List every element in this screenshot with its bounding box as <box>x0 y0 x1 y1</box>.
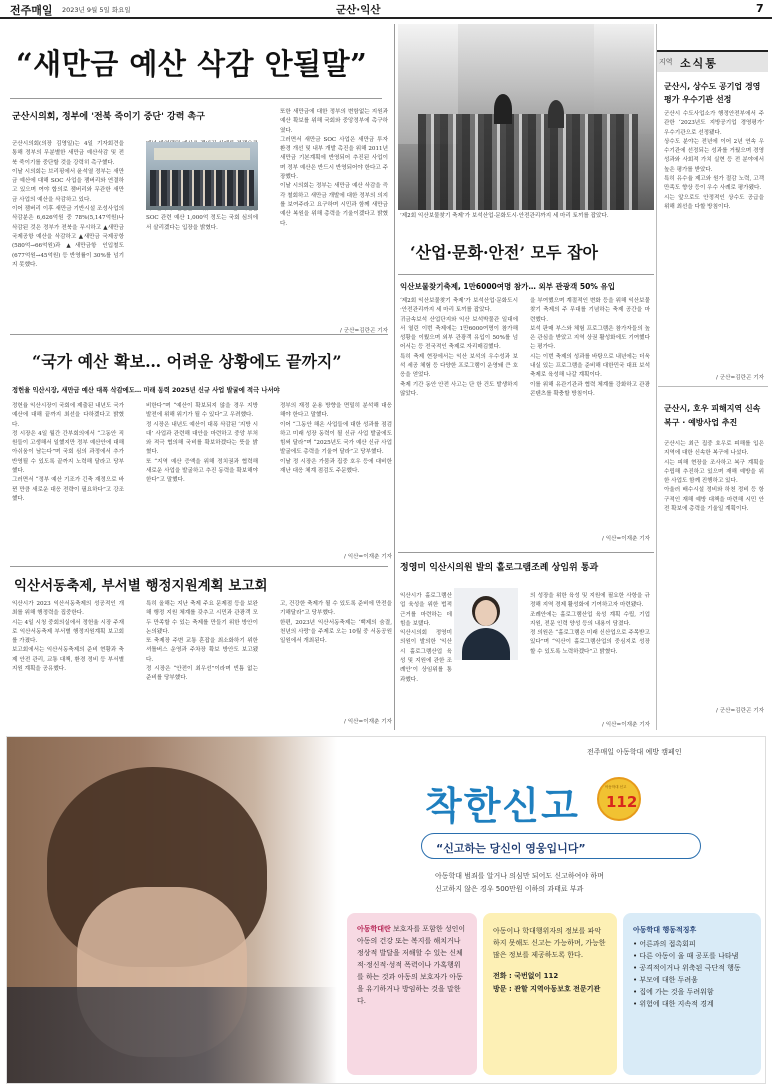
ad-sponsor: 전주매일 아동학대 예방 캠페인 <box>587 748 682 756</box>
council-press-photo <box>146 142 258 210</box>
issue-date: 2023년 9월 5일 화요일 <box>62 6 131 14</box>
ad-box1-lead: 아동학대란 <box>357 925 391 933</box>
festival-headline: ‘산업·문화·안전’ 모두 잡아 <box>410 243 598 262</box>
ad-box2-visit: 방문 : 관할 지역아동보호 전문기관 <box>493 985 601 993</box>
festival-col1: ‘제2회 익산보물찾기 축제’가 보석산업·문화도시·안전관리까지 세 마리 토끼를 잡았다. 귀금속보석 산업단지와 익산 보석박물관 일대에서 열린 이번 축제에는 1만6000여명이 참가해 성황을 이뤘으며 외부 관광객 유입이 50%를 넘어서는 등 전국적인 축제로 자리매김했다. 특히 축제 현장에서는 익산 보석의 우수성과 보석 세공 체험 등 다양한 프로그램이 운영돼 큰 호응을 얻었다. 축제 기간 동안 안전 사고는 단 한 건도 발생하지 않았다. <box>400 298 518 397</box>
top-story-col2: SOC 관련 예산 1,000억 정도는 국회 심의에서 살리겠다는 입장을 밝혔다. <box>146 215 258 231</box>
festival-col2: 을 부여했으며 계절적인 변화 등을 위해 익산보물찾기 축제의 주 무대를 기념하는 축제 공간을 마련했다. 보석 판매 부스와 체험 프로그램은 참가자들의 높은 관심을 받았고 지역 상권 활성화에도 기여했다는 평가다. 시는 이번 축제의 성과를 바탕으로 내년에는 더욱 내실 있는 프로그램을 준비해 대한민국 대표 보석 축제로 육성해 나갈 계획이다. 이를 위해 유관기관과 협력 체계를 강화하고 관광 콘텐츠를 확충할 방침이다. <box>530 298 650 397</box>
ad-info-box-1 <box>347 913 477 1075</box>
ad-112-badge <box>597 777 641 821</box>
page-number: 7 <box>756 2 764 15</box>
sidebar-title: 소식통 <box>680 57 718 70</box>
ad-box2-text: 아동이나 학대행위자의 정보를 파악하지 못해도 신고는 가능하며, 가능한 많은 정보를 제공하도록 한다. <box>493 927 606 959</box>
ad-box3-item-0: • 어른과의 접촉회피 <box>633 940 696 948</box>
councilor-headline: 정영미 익산시의원 발의 홀로그램조례 상임위 통과 <box>400 563 599 573</box>
ad-box3-item-2: • 공격적이거나 위축된 극단적 행동 <box>633 964 741 972</box>
budget-col3: 정부의 재정 운용 방향을 면밀히 분석해 대응해야 한다고 말했다. 이어 “그동안 해온 사업들에 대한 성과를 점검하고 미래 성장 동력이 될 신규 사업 발굴에도 힘써 달라”며 “2025년도 국가 예산 신규 사업 발굴에도 총력을 기울여 달라”고 당부했다. 이날 정 시장은 가뭄과 집중 호우 등에 대비한 재난 대응 체계 점검도 주문했다. <box>280 403 392 475</box>
seodong-headline: 익산서동축제, 부서별 행정지원계획 보고회 <box>14 578 268 594</box>
paper-name: 전주매일 <box>10 4 53 17</box>
ad-info-box-2 <box>483 913 617 1075</box>
seodong-col2: 특히 올해는 지난 축제 주요 문제점 등을 보완해 행정 지원 체계를 갖추고 시민과 관광객 모두 만족할 수 있는 축제를 만들기 위한 방안이 논의됐다. 또 축제장 주변 교통 혼잡을 최소화하기 위한 셔틀버스 운영과 주차장 확보 방안도 보고됐다. 정 시장은 “안전이 최우선”이라며 빈틈 없는 준비를 당부했다. <box>146 601 258 682</box>
councilor-portrait <box>454 588 518 660</box>
masthead <box>0 0 772 18</box>
ad-badge-small: 아동학대 신고 <box>605 785 627 789</box>
ad-box1-text: 아동학대란 보호자를 포함한 성인이 아동의 건강 또는 복지를 해치거나 정상적 발달을 저해할 수 있는 신체적·정신적·성적 폭력이나 가혹행위를 하는 것과 아동의 보호자가 아동을 유기하거나 방임하는 것을 말한다. <box>357 925 466 1005</box>
ad-box3-item-3: • 부모에 대한 두려움 <box>633 976 698 984</box>
ad-photo <box>7 737 337 1084</box>
councilor-byline: / 익산=이재춘 기자 <box>602 722 650 728</box>
sidebar-tag: 지역 <box>659 58 673 66</box>
section-name: 군산·익산 <box>336 4 381 16</box>
seodong-col3: 고, 건강한 축제가 될 수 있도록 준비에 만전을 기해달라”고 당부했다. 한편, 2023년 익산서동축제는 ‘백제의 숨결, 천년의 사랑’을 주제로 오는 10월 중 서동공원 일원에서 개최된다. <box>280 601 392 645</box>
ad-slogan-box <box>421 833 701 859</box>
budget-headline: “국가 예산 확보… 어려운 상황에도 끝까지” <box>32 352 342 371</box>
sidebar-item1-headline: 군산시, 상수도 공기업 경영평가 우수기관 선정 <box>664 82 761 104</box>
ad-box3-item-5: • 위험에 대한 지속적 경계 <box>633 1000 714 1008</box>
ad-desc2: 신고하지 않은 경우 500만원 이하의 과태료 부과 <box>435 885 584 893</box>
top-story-subhead: 군산시의회, 정부에 '전북 죽이기 중단' 강력 촉구 <box>12 112 205 122</box>
seodong-col1: 익산시가 2023 익산서동축제의 성공적인 개최를 위해 행정력을 집중한다. 시는 4일 시청 중회의실에서 정헌율 시장 주재로 익산서동축제 부서별 행정지원계획 보고회를 가졌다. 보고회에서는 익산서동축제의 준비 현황과 축제 안전 관리, 교통 대책, 환경 정비 등 부서별 지원 계획을 공유했다. <box>12 601 124 673</box>
budget-col1: 정헌율 익산시장이 국회에 제출된 내년도 국가 예산에 대해 끝까지 최선을 다하겠다고 밝혔다. 정 시장은 4일 월간 간부회의에서 “그동안 직원들이 고생해서 일했지만 정부 예산안에 대해 아쉬움이 남는다”며 국회 심의 과정에서 추가 반영될 수 있도록 끝까지 노력해 달라고 당부했다. 그러면서 “정부 예산 기조가 긴축 재정으로 바뀐 만큼 새로운 대응 전략이 필요하다”고 강조했다. <box>12 403 124 502</box>
budget-subhead: 정헌율 익산시장, 새만금 예산 대폭 삭감에도… 미래 동력 2025년 신규 사업 발굴에 적극 나서야 <box>12 387 280 394</box>
top-story-byline: / 군산=김란곤 기자 <box>340 328 388 334</box>
sidebar-item1-byline: / 군산=김란곤 기자 <box>716 375 764 381</box>
ad-box3-title: 아동학대 행동적징후 <box>633 926 697 934</box>
sidebar-item2-byline: / 군산=김란곤 기자 <box>716 708 764 714</box>
seodong-byline: / 익산=이재춘 기자 <box>344 719 392 725</box>
festival-subhead: 익산보물찾기축제, 1만6000여명 참가… 외부 관광객 50% 유입 <box>400 282 615 291</box>
ad-desc1: 아동학대 범죄를 알거나 의심만 되어도 신고하여야 하며 <box>435 872 604 880</box>
councilor-col2: 의 성장을 위한 육성 및 지원에 필요한 사항을 규정해 지역 경제 활성화에 기여하고자 마련됐다. 조례안에는 홀로그램산업 육성 계획 수립, 기업 지원, 전문 인력 양성 등의 내용이 담겼다. 정 의원은 “홀로그램은 미래 신산업으로 주목받고 있다”며 “익산이 홀로그램산업의 중심지로 성장할 수 있도록 노력하겠다”고 밝혔다. <box>530 593 650 655</box>
sidebar-item2-body: 군산시는 최근 집중 호우로 피해를 입은 지역에 대한 신속한 복구에 나섰다. 시는 피해 현장을 조사하고 복구 계획을 수립해 추진하고 있으며 재해 예방을 위한 사업도 함께 진행하고 있다. 아울러 배수시설 정비와 하천 정비 등 항구적인 재해 예방 대책을 마련해 시민 안전 확보에 총력을 기울일 계획이다. <box>664 441 764 513</box>
sidebar-header <box>656 50 768 72</box>
ad-badge-number: 112 <box>606 793 638 811</box>
top-story-col3: 또한 새만금에 대한 정부의 변함없는 지원과 예산 확보를 위해 국회와 중앙정부에 촉구하였다. 그러면서 새만금 SOC 사업은 새만금 투자 환경 개선 및 내부 개발 촉진을 위해 2011년 새만금 기본계획에 반영되어 추진된 사업이며 정부 예산은 반드시 반영되어야 한다고 주장했다. 이날 시의회는 정부는 새만금 예산 삭감을 즉각 철회하고 새만금 개발에 대한 정부의 의지를 보여주라고 요구하며 시민과 함께 새만금 예산 복원을 위해 총력을 기울이겠다고 밝혔다. <box>280 109 388 227</box>
festival-photo <box>398 24 654 210</box>
ad-box3-item-4: • 집에 가는 것을 두려워함 <box>633 988 714 996</box>
sidebar-item1-body: 군산시 수도사업소가 행정안전부에서 주관한 ‘2023년도 지방공기업 경영평가’ 우수기관으로 선정됐다. 상수도 분야는 전년에 이어 2년 연속 우수기관에 선정되는 성과를 거뒀으며 경영성과와 사회적 가치 실현 등 전 분야에서 높은 평가를 받았다. 특히 유수율 제고와 원가 절감 노력, 고객 만족도 향상 등이 우수 사례로 평가됐다. 시는 앞으로도 안정적인 상수도 공급을 위해 최선을 다할 방침이다. <box>664 111 764 210</box>
councilor-col1: 익산시가 홀로그램산업 육성을 위한 법적 근거를 마련하는 데 힘을 보탰다. 익산시의회 정영미 의원이 발의한 ‘익산시 홀로그램산업 육성 및 지원에 관한 조례안’이 상임위를 통과했다. <box>400 593 452 683</box>
sidebar-item2-headline: 군산시, 호우 피해지역 신속복구 · 예방사업 추진 <box>664 404 761 427</box>
ad-title: 착한신고 <box>425 784 580 828</box>
festival-byline: / 익산=이재춘 기자 <box>602 536 650 542</box>
ad-box3-item-1: • 다른 아동이 울 때 공포를 나타냄 <box>633 952 739 960</box>
ad-info-box-3 <box>623 913 761 1075</box>
top-story-col1: 군산시의회(의장 김영일)는 4일 기자회견을 통해 정부의 무분별한 새만금 예산삭감 및 전북 죽이기를 중단할 것을 강력히 촉구했다. 이날 시의회는 브리핑에서 윤석열 정부는 새만금 예산에 대해 SOC 사업을 잼버리와 연결하고 있으며 여야 합의로 잼버리와 무관한 새만금 사업의 예산을 삭감하고 있다. 이어 잼버리 이후 새만금 기반시설 조성사업의 삭감분은 6,626억원 중 78%(5,147억원)나 삭감된 것은 정부가 전북을 무시하고 ▲새만금 국제공항 예산을 삭감하고 ▲새만금 국제공항(580억→66억원)과 ▲새만금항 인입철도(677억원→45억원) 등 반영률이 30%를 넘기지 못했다. <box>12 141 124 268</box>
top-story-headline: “새만금 예산 삭감 안될말” <box>16 47 368 81</box>
budget-col2: 비한다”며 “예산이 확보되지 않을 경우 지방 발전에 위해 위기가 될 수 있다”고 우려했다. 정 시장은 내년도 예산이 대폭 삭감된 ‘지방 시대’ 사업과 관련해 대안을 마련하고 중앙 부처와 적극 협의해 국비를 확보하겠다는 뜻을 밝혔다. 또 “지역 예산 증액을 위해 정치권과 협력해 새로운 사업을 발굴하고 추진 동력을 확보해야 한다”고 말했다. <box>146 403 258 484</box>
ad-slogan: “신고하는 당신이 영웅입니다” <box>436 842 586 855</box>
ad-banner <box>6 736 766 1084</box>
budget-byline: / 익산=이재춘 기자 <box>344 554 392 560</box>
ad-box2-phone: 전화 : 국번없이 112 <box>493 972 559 980</box>
festival-photo-caption: ‘제2회 익산보물찾기 축제’가 보석산업·문화도시·안전관리까지 세 마리 토끼를 잡았다. <box>400 213 609 219</box>
